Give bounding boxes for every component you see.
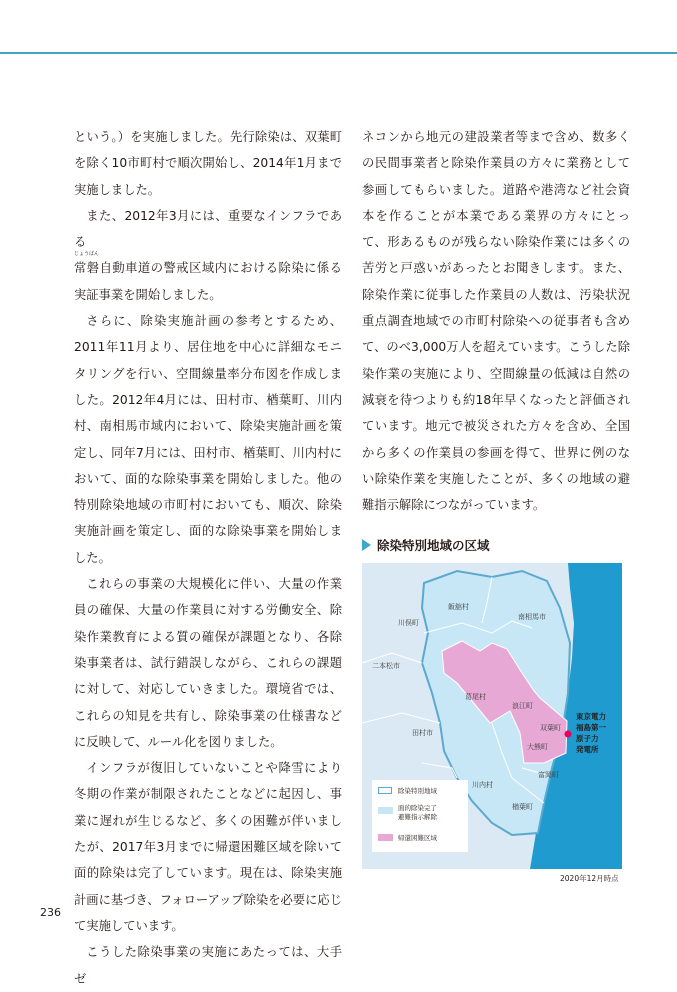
paragraph: という。）を実施しました。先行除染は、双葉町を除く10市町村で順次開始し、2014年1月まで実施しました。 bbox=[74, 130, 342, 197]
left-column bbox=[74, 124, 342, 992]
plant-label-line3: 原子力 bbox=[576, 734, 599, 743]
label-tomioka: 富岡町 bbox=[538, 771, 559, 779]
legend-swatch bbox=[378, 834, 393, 841]
page-number: 236 bbox=[40, 906, 61, 919]
map-note: 2020年12月時点 bbox=[560, 874, 619, 883]
paragraph: インフラが復旧していないことや降雪により冬期の作業が制限されたことなどに起因し、事業に遅れが生じるなど、多くの困難が伴いましたが、2017年3月までに帰還困難区域を除いて面的除染は完了しています。現在は、除染実施計画に基づき、フォローアップ除染を必要に応じて実施しています。 bbox=[74, 761, 342, 933]
label-iitate: 飯舘村 bbox=[448, 603, 469, 611]
ruby-reading: じょうばん bbox=[74, 251, 100, 258]
triangle-bullet-icon bbox=[362, 539, 371, 551]
paragraph: また、2012年3月には、重要なインフラである bbox=[74, 208, 342, 250]
plant-label-line2: 福島第一 bbox=[576, 723, 606, 732]
label-futaba: 双葉町 bbox=[540, 724, 561, 732]
header-rule bbox=[0, 52, 677, 54]
label-nihonmatsu: 二本松市 bbox=[372, 662, 400, 670]
ruby-base: 常磐 じょうばん bbox=[74, 251, 100, 276]
label-kawauchi: 川内村 bbox=[472, 781, 493, 789]
map-legend: 除染特別地域 面的除染完了 避難指示解除 帰還困難区域 bbox=[372, 780, 468, 852]
paragraph: ネコンから地元の建設業者等まで含め、数多くの民間事業者と除染作業員の方々に業務として参画してもらいました。道路や港湾など社会資本を作ることが本業である業界の方々にとって、形あるものが残らない除染作業には多くの苦労と戸惑いがあったとお聞きします。また、除染作業に従事した作業員の人数は、汚染状況重点調査地域での市町村除染への従事者も含めて、のべ3,000万人を超えています。こうした除染作業の実施により、空間線量の低減は自然の減衰を待つよりも約18年早くなったと評価されています。地元で被災された方々を含め、全国から多くの作業員の参画を得て、世界に例のない除染作業を実施したことが、多くの地域の避難指示解除につながっています。 bbox=[362, 130, 630, 513]
label-kawamata: 川俣町 bbox=[398, 619, 419, 627]
paragraph: こうした除染事業の実施にあたっては、大手ゼ bbox=[74, 945, 342, 986]
legend-swatch bbox=[378, 787, 392, 794]
map-heading-text: 除染特別地域の区域 bbox=[377, 538, 490, 553]
plant-label-line1: 東京電力 bbox=[576, 712, 606, 721]
label-minamisoma: 南相馬市 bbox=[518, 613, 546, 621]
label-tamura: 田村市 bbox=[412, 729, 433, 737]
plant-marker-icon bbox=[565, 731, 572, 738]
paragraph: これらの事業の大規模化に伴い、大量の作業員の確保、大量の作業員に対する労働安全、除染作業教育による質の確保が課題となり、各除染事業者は、試行錯誤しながら、これらの課題に対して、対応していきました。環境省では、これらの知見を共有し、除染事業の仕様書などに反映して、ルール化を図りました。 bbox=[74, 577, 342, 749]
label-naraha: 楢葉町 bbox=[512, 803, 533, 811]
paragraph: 常磐 じょうばん 自動車道の警戒区域内における除染に係る実証事業を開始しました。 bbox=[74, 251, 342, 302]
label-katsurao: 葛尾村 bbox=[465, 693, 486, 701]
paragraph: さらに、除染実施計画の参考とするため、2011年11月より、居住地を中心に詳細なモニタリングを行い、空間線量率分布図を作成しました。2012年4月には、田村市、楢葉町、川内村、南相馬市域内において、除染実施計画を策定し、同年7月には、田村市、楢葉町、川内村において、面的な除染事業を開始しました。他の特別除染地域の市町村においても、順次、除染実施計画を策定し、面的な除染事業を開始しました。 bbox=[74, 314, 342, 565]
label-namie: 浪江町 bbox=[512, 702, 533, 710]
label-okuma: 大熊町 bbox=[527, 743, 548, 751]
plant-label-line4: 発電所 bbox=[576, 745, 599, 754]
right-column bbox=[362, 124, 630, 518]
legend-swatch bbox=[378, 807, 393, 814]
map-heading bbox=[362, 537, 490, 555]
